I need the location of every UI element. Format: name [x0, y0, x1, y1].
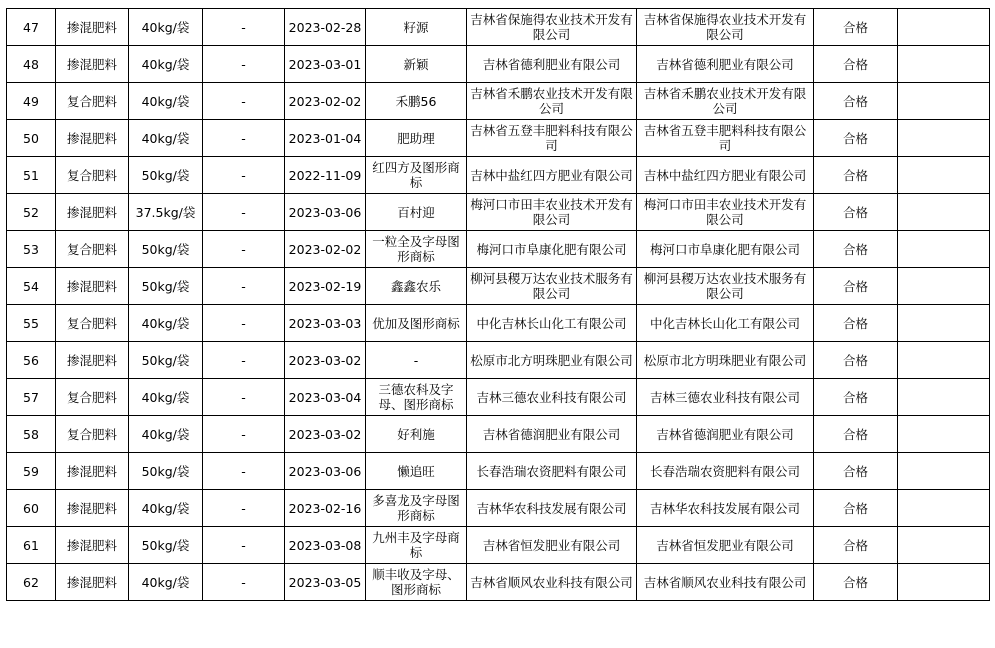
table-row [7, 416, 990, 453]
producer-cell: 吉林省保施得农业技术开发有限公司 [467, 9, 637, 46]
specification-cell: 50kg/袋 [129, 453, 203, 490]
table-row [7, 231, 990, 268]
specification-cell: 40kg/袋 [129, 379, 203, 416]
specification-cell: 40kg/袋 [129, 416, 203, 453]
table-row [7, 157, 990, 194]
product-type-cell: 掺混肥料 [56, 564, 129, 601]
inspected-unit-cell: 长春浩瑞农资肥料有限公司 [637, 453, 814, 490]
model-cell: - [203, 490, 285, 527]
product-type-cell: 复合肥料 [56, 231, 129, 268]
model-cell: - [203, 157, 285, 194]
trademark-cell: 多喜龙及字母图形商标 [366, 490, 467, 527]
producer-cell: 松原市北方明珠肥业有限公司 [467, 342, 637, 379]
production-date-cell: 2023-03-03 [285, 305, 366, 342]
serial-number-cell: 52 [7, 194, 56, 231]
trademark-cell: 三德农科及字母、图形商标 [366, 379, 467, 416]
production-date-cell: 2023-02-19 [285, 268, 366, 305]
model-cell: - [203, 46, 285, 83]
trademark-cell: 九州丰及字母商标 [366, 527, 467, 564]
production-date-cell: 2023-03-05 [285, 564, 366, 601]
model-cell: - [203, 120, 285, 157]
remark-cell [898, 342, 990, 379]
producer-cell: 吉林中盐红四方肥业有限公司 [467, 157, 637, 194]
production-date-cell: 2022-11-09 [285, 157, 366, 194]
inspected-unit-cell: 中化吉林长山化工有限公司 [637, 305, 814, 342]
table-row [7, 564, 990, 601]
result-cell: 合格 [814, 490, 898, 527]
serial-number-cell: 62 [7, 564, 56, 601]
production-date-cell: 2023-02-16 [285, 490, 366, 527]
model-cell: - [203, 9, 285, 46]
production-date-cell: 2023-03-06 [285, 194, 366, 231]
production-date-cell: 2023-01-04 [285, 120, 366, 157]
product-type-cell: 掺混肥料 [56, 342, 129, 379]
trademark-cell: 懒追旺 [366, 453, 467, 490]
producer-cell: 吉林省德利肥业有限公司 [467, 46, 637, 83]
table-row [7, 490, 990, 527]
model-cell: - [203, 416, 285, 453]
remark-cell [898, 194, 990, 231]
producer-cell: 吉林省顺风农业科技有限公司 [467, 564, 637, 601]
inspection-results-table [6, 8, 990, 601]
model-cell: - [203, 379, 285, 416]
specification-cell: 40kg/袋 [129, 305, 203, 342]
serial-number-cell: 61 [7, 527, 56, 564]
serial-number-cell: 50 [7, 120, 56, 157]
trademark-cell: 新颖 [366, 46, 467, 83]
remark-cell [898, 46, 990, 83]
remark-cell [898, 564, 990, 601]
trademark-cell: 一粒全及字母图形商标 [366, 231, 467, 268]
trademark-cell: - [366, 342, 467, 379]
product-type-cell: 掺混肥料 [56, 194, 129, 231]
inspected-unit-cell: 吉林中盐红四方肥业有限公司 [637, 157, 814, 194]
inspected-unit-cell: 吉林省顺风农业科技有限公司 [637, 564, 814, 601]
producer-cell: 柳河县稷万达农业技术服务有限公司 [467, 268, 637, 305]
model-cell: - [203, 231, 285, 268]
result-cell: 合格 [814, 268, 898, 305]
specification-cell: 50kg/袋 [129, 342, 203, 379]
specification-cell: 40kg/袋 [129, 9, 203, 46]
inspected-unit-cell: 吉林三德农业科技有限公司 [637, 379, 814, 416]
result-cell: 合格 [814, 453, 898, 490]
producer-cell: 吉林省五登丰肥料科技有限公司 [467, 120, 637, 157]
result-cell: 合格 [814, 416, 898, 453]
result-cell: 合格 [814, 9, 898, 46]
trademark-cell: 籽源 [366, 9, 467, 46]
remark-cell [898, 157, 990, 194]
table-row [7, 453, 990, 490]
inspected-unit-cell: 吉林省保施得农业技术开发有限公司 [637, 9, 814, 46]
trademark-cell: 好利施 [366, 416, 467, 453]
model-cell: - [203, 527, 285, 564]
trademark-cell: 百村迎 [366, 194, 467, 231]
product-type-cell: 掺混肥料 [56, 490, 129, 527]
remark-cell [898, 379, 990, 416]
result-cell: 合格 [814, 305, 898, 342]
production-date-cell: 2023-03-02 [285, 416, 366, 453]
trademark-cell: 红四方及图形商标 [366, 157, 467, 194]
production-date-cell: 2023-02-02 [285, 83, 366, 120]
serial-number-cell: 55 [7, 305, 56, 342]
model-cell: - [203, 564, 285, 601]
remark-cell [898, 83, 990, 120]
inspected-unit-cell: 梅河口市田丰农业技术开发有限公司 [637, 194, 814, 231]
table-row [7, 268, 990, 305]
producer-cell: 吉林三德农业科技有限公司 [467, 379, 637, 416]
trademark-cell: 鑫鑫农乐 [366, 268, 467, 305]
result-cell: 合格 [814, 157, 898, 194]
result-cell: 合格 [814, 342, 898, 379]
product-type-cell: 掺混肥料 [56, 46, 129, 83]
result-cell: 合格 [814, 83, 898, 120]
remark-cell [898, 490, 990, 527]
remark-cell [898, 120, 990, 157]
model-cell: - [203, 453, 285, 490]
production-date-cell: 2023-03-06 [285, 453, 366, 490]
result-cell: 合格 [814, 194, 898, 231]
producer-cell: 吉林省恒发肥业有限公司 [467, 527, 637, 564]
specification-cell: 50kg/袋 [129, 157, 203, 194]
inspected-unit-cell: 吉林省德润肥业有限公司 [637, 416, 814, 453]
serial-number-cell: 54 [7, 268, 56, 305]
specification-cell: 40kg/袋 [129, 564, 203, 601]
remark-cell [898, 305, 990, 342]
serial-number-cell: 48 [7, 46, 56, 83]
producer-cell: 梅河口市阜康化肥有限公司 [467, 231, 637, 268]
inspected-unit-cell: 松原市北方明珠肥业有限公司 [637, 342, 814, 379]
table-row [7, 342, 990, 379]
producer-cell: 吉林省禾鹏农业技术开发有限公司 [467, 83, 637, 120]
production-date-cell: 2023-02-28 [285, 9, 366, 46]
table-row [7, 9, 990, 46]
remark-cell [898, 416, 990, 453]
product-type-cell: 复合肥料 [56, 83, 129, 120]
production-date-cell: 2023-03-04 [285, 379, 366, 416]
trademark-cell: 优加及图形商标 [366, 305, 467, 342]
specification-cell: 40kg/袋 [129, 490, 203, 527]
producer-cell: 吉林华农科技发展有限公司 [467, 490, 637, 527]
table-row [7, 83, 990, 120]
table-row [7, 527, 990, 564]
remark-cell [898, 268, 990, 305]
serial-number-cell: 47 [7, 9, 56, 46]
remark-cell [898, 9, 990, 46]
result-cell: 合格 [814, 46, 898, 83]
table-row [7, 120, 990, 157]
specification-cell: 50kg/袋 [129, 231, 203, 268]
specification-cell: 50kg/袋 [129, 527, 203, 564]
inspected-unit-cell: 吉林省禾鹏农业技术开发有限公司 [637, 83, 814, 120]
result-cell: 合格 [814, 564, 898, 601]
trademark-cell: 肥助理 [366, 120, 467, 157]
specification-cell: 40kg/袋 [129, 83, 203, 120]
inspected-unit-cell: 吉林华农科技发展有限公司 [637, 490, 814, 527]
inspected-unit-cell: 吉林省德利肥业有限公司 [637, 46, 814, 83]
model-cell: - [203, 342, 285, 379]
specification-cell: 37.5kg/袋 [129, 194, 203, 231]
model-cell: - [203, 194, 285, 231]
table-body [7, 9, 990, 601]
serial-number-cell: 58 [7, 416, 56, 453]
product-type-cell: 复合肥料 [56, 157, 129, 194]
specification-cell: 50kg/袋 [129, 268, 203, 305]
inspected-unit-cell: 吉林省恒发肥业有限公司 [637, 527, 814, 564]
production-date-cell: 2023-03-08 [285, 527, 366, 564]
table-row [7, 194, 990, 231]
production-date-cell: 2023-02-02 [285, 231, 366, 268]
producer-cell: 长春浩瑞农资肥料有限公司 [467, 453, 637, 490]
product-type-cell: 复合肥料 [56, 379, 129, 416]
product-type-cell: 掺混肥料 [56, 120, 129, 157]
inspected-unit-cell: 梅河口市阜康化肥有限公司 [637, 231, 814, 268]
serial-number-cell: 60 [7, 490, 56, 527]
product-type-cell: 掺混肥料 [56, 453, 129, 490]
serial-number-cell: 49 [7, 83, 56, 120]
serial-number-cell: 56 [7, 342, 56, 379]
serial-number-cell: 57 [7, 379, 56, 416]
model-cell: - [203, 305, 285, 342]
remark-cell [898, 453, 990, 490]
producer-cell: 中化吉林长山化工有限公司 [467, 305, 637, 342]
trademark-cell: 顺丰收及字母、图形商标 [366, 564, 467, 601]
serial-number-cell: 59 [7, 453, 56, 490]
inspected-unit-cell: 吉林省五登丰肥料科技有限公司 [637, 120, 814, 157]
model-cell: - [203, 268, 285, 305]
producer-cell: 吉林省德润肥业有限公司 [467, 416, 637, 453]
inspected-unit-cell: 柳河县稷万达农业技术服务有限公司 [637, 268, 814, 305]
production-date-cell: 2023-03-02 [285, 342, 366, 379]
model-cell: - [203, 83, 285, 120]
product-type-cell: 复合肥料 [56, 416, 129, 453]
table-row [7, 46, 990, 83]
remark-cell [898, 231, 990, 268]
production-date-cell: 2023-03-01 [285, 46, 366, 83]
table-row [7, 379, 990, 416]
serial-number-cell: 53 [7, 231, 56, 268]
specification-cell: 40kg/袋 [129, 46, 203, 83]
trademark-cell: 禾鹏56 [366, 83, 467, 120]
result-cell: 合格 [814, 231, 898, 268]
result-cell: 合格 [814, 120, 898, 157]
result-cell: 合格 [814, 527, 898, 564]
product-type-cell: 掺混肥料 [56, 527, 129, 564]
table-row [7, 305, 990, 342]
specification-cell: 40kg/袋 [129, 120, 203, 157]
product-type-cell: 掺混肥料 [56, 268, 129, 305]
product-type-cell: 掺混肥料 [56, 9, 129, 46]
product-type-cell: 复合肥料 [56, 305, 129, 342]
remark-cell [898, 527, 990, 564]
result-cell: 合格 [814, 379, 898, 416]
producer-cell: 梅河口市田丰农业技术开发有限公司 [467, 194, 637, 231]
serial-number-cell: 51 [7, 157, 56, 194]
